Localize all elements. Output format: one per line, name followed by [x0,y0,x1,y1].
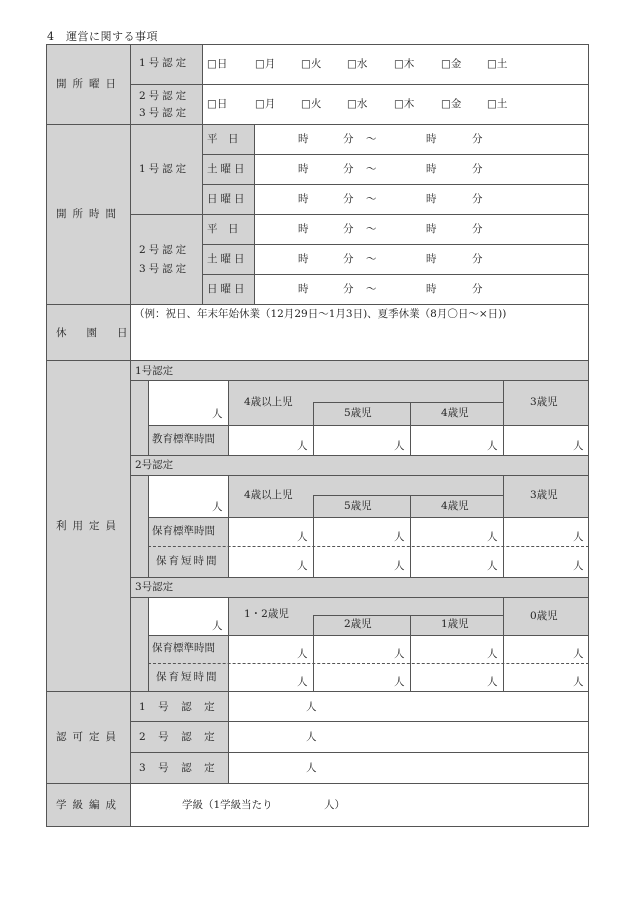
person-unit[interactable]: 人 [573,676,584,688]
classes-text-b[interactable]: 人） [324,799,345,811]
person-unit[interactable]: 人 [297,560,308,572]
cap-g3-left [131,597,148,691]
cap-g1-col-a: 4歳以上児 [244,396,293,408]
cap-g1-row-standard: 教育標準時間 [152,433,215,445]
person-unit[interactable]: 人 [297,531,308,543]
cap-g3-col-b: 0歳児 [530,610,558,622]
daytype-weekday: 平 日 [207,223,239,235]
cap-g1-col-a2: 4歳児 [441,407,469,419]
person-unit[interactable]: 人 [487,648,498,660]
day-checkbox-sat[interactable]: □土 [487,58,508,70]
cap-g2-col-a: 4歳以上児 [244,489,293,501]
minute-unit: 分 [343,133,354,145]
minute-unit: 分 [472,253,483,265]
approved-row-3: 3 号 認 定 [139,762,216,774]
cap-g2-col-a2: 4歳児 [441,500,469,512]
daytype-sunday: 日曜日 [207,283,248,295]
classes-label: 学級編成 [56,799,122,811]
cap-g2-row-standard: 保育標準時間 [152,525,215,537]
day-checkbox-tue[interactable]: □火 [301,58,322,70]
hour-unit: 時 [298,163,309,175]
day-checkbox-wed[interactable]: □水 [347,98,368,110]
person-unit[interactable]: 人 [394,440,405,452]
day-checkbox-fri[interactable]: □金 [441,58,462,70]
cap-g3-col-a: 1・2歳児 [244,608,289,620]
cap-g2-band [131,455,588,475]
person-unit[interactable]: 人 [487,676,498,688]
minute-unit: 分 [472,223,483,235]
cap-g3-row-standard: 保育標準時間 [152,642,215,654]
minute-unit: 分 [472,193,483,205]
hour-unit: 時 [426,253,437,265]
cap-g3-label: 3号認定 [135,581,174,593]
cap-g2-row-short: 保育短時間 [156,555,219,567]
cap-g3-band [131,577,588,597]
cap-g1-left [131,381,148,455]
tilde: ～ [366,133,377,145]
daytype-saturday: 土曜日 [207,253,248,265]
minute-unit: 分 [343,193,354,205]
person-unit[interactable]: 人 [297,440,308,452]
person-unit[interactable]: 人 [297,676,308,688]
daytype-weekday: 平 日 [207,133,239,145]
hours-group2-label-b: 3号認定 [139,263,190,275]
day-checkbox-mon[interactable]: □月 [255,58,276,70]
tilde: ～ [366,193,377,205]
cap-g2-col-a1: 5歳児 [344,500,372,512]
cap-g3-row-short: 保育短時間 [156,671,219,683]
holidays-label-text: 休園日 [56,327,148,339]
capacity-label: 利用定員 [56,520,122,532]
holidays-label [56,327,148,339]
person-unit[interactable]: 人 [394,531,405,543]
tilde: ～ [366,253,377,265]
person-unit[interactable]: 人 [487,531,498,543]
minute-unit: 分 [343,163,354,175]
hour-unit: 時 [426,133,437,145]
cap-g1-total-unit: 人 [212,408,223,420]
hour-unit: 時 [298,133,309,145]
approved-label: 認可定員 [56,731,122,743]
day-checkbox-thu[interactable]: □木 [394,58,415,70]
approved-row-2: 2 号 認 定 [139,731,216,743]
cap-g1-col-b: 3歳児 [530,396,558,408]
person-unit[interactable]: 人 [487,440,498,452]
minute-unit: 分 [343,223,354,235]
hour-unit: 時 [298,283,309,295]
cap-g2-left [131,475,148,577]
holidays-example: （例：祝日、年末年始休業（12月29日～1月3日)、夏季休業（8月〇日～×日)) [134,308,507,320]
person-unit[interactable]: 人 [297,648,308,660]
hour-unit: 時 [298,253,309,265]
cap-g2-label: 2号認定 [135,459,174,471]
person-unit[interactable]: 人 [573,440,584,452]
cap-g2-col-b: 3歳児 [530,489,558,501]
hour-unit: 時 [426,283,437,295]
cap-g2-total-unit: 人 [212,501,223,513]
minute-unit: 分 [343,253,354,265]
hour-unit: 時 [426,163,437,175]
opening-days-row2-label-a: 2号認定 [139,90,190,102]
day-checkbox-thu[interactable]: □木 [394,98,415,110]
person-unit[interactable]: 人 [573,560,584,572]
approved-unit-3[interactable]: 人 [306,762,317,774]
person-unit[interactable]: 人 [394,648,405,660]
hours-group2-label-a: 2号認定 [139,244,190,256]
cap-g3-total-unit: 人 [212,620,223,632]
daytype-sunday: 日曜日 [207,193,248,205]
tilde: ～ [366,223,377,235]
cap-g3-col-a2: 1歳児 [441,618,469,630]
minute-unit: 分 [472,283,483,295]
tilde: ～ [366,163,377,175]
approved-unit-1[interactable]: 人 [306,701,317,713]
approved-row-1: 1 号 認 定 [139,701,216,713]
day-checkbox-sat[interactable]: □土 [487,98,508,110]
opening-hours-label: 開所時間 [56,208,122,220]
minute-unit: 分 [472,133,483,145]
classes-text-a: 学級（1学級当たり [182,799,273,811]
opening-days-row2-label-b: 3号認定 [139,107,190,119]
approved-unit-2[interactable]: 人 [306,731,317,743]
day-checkbox-tue[interactable]: □火 [301,98,322,110]
day-checkbox-sun[interactable]: □日 [207,58,228,70]
opening-days-label: 開所曜日 [56,78,122,90]
tilde: ～ [366,283,377,295]
opening-days-row1-label: 1号認定 [139,57,190,69]
person-unit[interactable]: 人 [394,676,405,688]
minute-unit: 分 [343,283,354,295]
person-unit[interactable]: 人 [573,648,584,660]
hour-unit: 時 [426,223,437,235]
hour-unit: 時 [426,193,437,205]
day-checkbox-wed[interactable]: □水 [347,58,368,70]
cap-g3-col-a1: 2歳児 [344,618,372,630]
hour-unit: 時 [298,193,309,205]
cap-g1-label: 1号認定 [135,365,174,377]
hour-unit: 時 [298,223,309,235]
day-checkbox-fri[interactable]: □金 [441,98,462,110]
day-checkbox-sun[interactable]: □日 [207,98,228,110]
person-unit[interactable]: 人 [487,560,498,572]
section-title: 4 運営に関する事項 [47,30,158,43]
daytype-saturday: 土曜日 [207,163,248,175]
hours-group1-label: 1号認定 [139,163,190,175]
cap-g1-col-a1: 5歳児 [344,407,372,419]
person-unit[interactable]: 人 [394,560,405,572]
day-checkbox-mon[interactable]: □月 [255,98,276,110]
cap-g1-band [131,361,588,381]
person-unit[interactable]: 人 [573,531,584,543]
minute-unit: 分 [472,163,483,175]
